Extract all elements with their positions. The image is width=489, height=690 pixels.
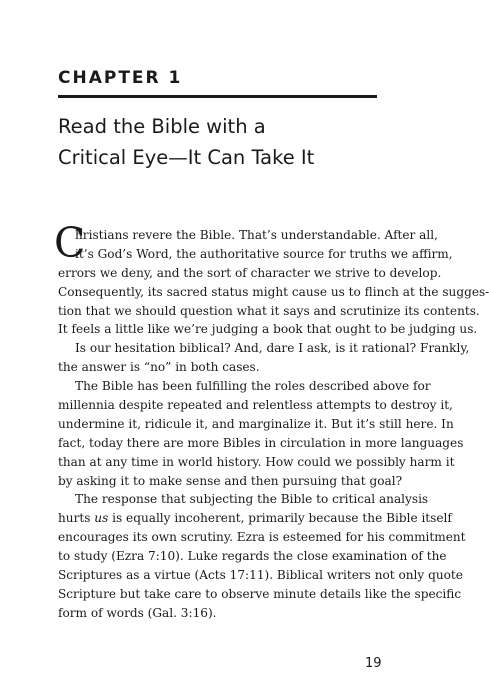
chapter-title-line-1: Read the Bible with a [58,115,266,138]
body-text [54,219,489,623]
text-line: hristians revere the Bible. That’s understandable. After all, [75,228,438,242]
text-line: Is our hesitation biblical? And, dare I ask, is it rational? Frankly, [75,341,470,356]
text-line: by asking it to make sense and then pursuing that goal? [58,473,403,488]
chapter-title-line-2: Critical Eye—It Can Take It [58,146,315,169]
text-line: to study (Ezra 7:10). Luke regards the close examination of the [58,549,447,564]
text-fragment: hurts [58,511,95,526]
text-line: encourages its own scrutiny. Ezra is esteemed for his commitment [58,530,466,545]
page-number: 19 [365,656,382,671]
text-line: Scriptures as a virtue (Acts 17:11). Biblical writers not only quote [58,568,463,583]
drop-cap: C [54,219,86,267]
text-line: It feels a little like we’re judging a book that ought to be judging us. [58,322,478,337]
text-line: undermine it, ridicule it, and marginalize it. But it’s still here. In [58,416,454,431]
text-line: millennia despite repeated and relentless attempts to destroy it, [58,398,453,413]
chapter-label: CHAPTER 1 [58,68,183,88]
text-line: Consequently, its sacred status might cause us to flinch at the sugges- [58,284,489,299]
text-line: Scripture but take care to observe minute details like the specific [58,586,462,601]
text-line: The Bible has been fulfilling the roles described above for [75,379,431,394]
chapter-rule [58,95,377,98]
text-line: The response that subjecting the Bible to critical analysis [75,492,429,507]
chapter-title [58,111,388,173]
text-fragment: is equally incoherent, primarily because the Bible itself [108,511,452,526]
text-line: form of words (Gal. 3:16). [58,605,217,620]
text-line: than at any time in world history. How could we possibly harm it [58,454,455,469]
text-line: the answer is “no” in both cases. [58,360,260,375]
text-line: fact, today there are more Bibles in circulation in more languages [58,435,464,450]
text-line: errors we deny, and the sort of character we strive to develop. [58,265,442,280]
text-line: it’s God’s Word, the authoritative source for truths we affirm, [75,246,453,261]
text-line: tion that we should question what it says and scrutinize its contents. [58,303,480,318]
text-line [58,509,452,528]
emphasis-us: us [94,511,109,526]
